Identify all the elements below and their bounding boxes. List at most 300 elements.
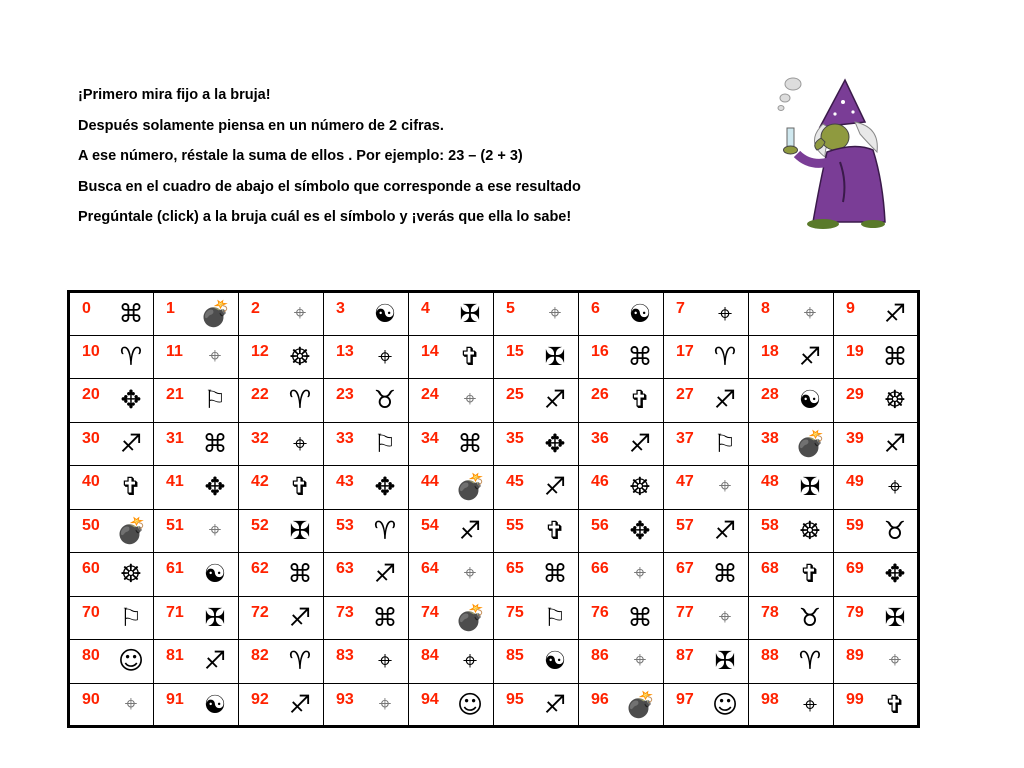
cell-number: 58 xyxy=(761,516,779,534)
grid-cell xyxy=(664,596,749,640)
grid-cell xyxy=(664,683,749,727)
cell-number: 60 xyxy=(82,560,100,577)
grid-cell xyxy=(409,640,494,684)
aries-icon: ♈ xyxy=(373,515,397,545)
instruction-line-4: Busca en el cuadro de abajo el símbolo que corresponde a ese resultado xyxy=(78,178,581,195)
grid-cell xyxy=(409,379,494,423)
star-icon: ✥ xyxy=(544,428,566,458)
grid-cell xyxy=(154,379,239,423)
grid-cell xyxy=(664,292,749,336)
command-icon: ⌘ xyxy=(202,428,228,458)
cell-number: 66 xyxy=(591,560,609,577)
cell-number: 76 xyxy=(591,603,609,621)
cell-number: 25 xyxy=(506,386,524,403)
cell-number: 61 xyxy=(166,560,184,577)
star-icon: ✥ xyxy=(629,515,651,545)
maltese-icon: ✠ xyxy=(799,472,821,501)
grid-cell xyxy=(494,422,579,466)
grid-cell xyxy=(749,422,834,466)
grid-cell xyxy=(409,683,494,727)
grid-cell xyxy=(494,466,579,510)
bomb-icon: 💣 xyxy=(455,472,487,501)
flag-icon: ⚐ xyxy=(119,602,143,632)
cell-number: 19 xyxy=(846,342,864,360)
taurus-icon: ♉ xyxy=(883,515,907,545)
cell-number: 21 xyxy=(166,386,184,403)
cell-number: 68 xyxy=(761,560,779,577)
cell-number: 15 xyxy=(506,342,524,360)
cell-number: 79 xyxy=(846,603,864,621)
cell-number: 2 xyxy=(251,300,260,317)
grid-cell xyxy=(664,553,749,597)
grid-cell xyxy=(409,422,494,466)
grid-cell xyxy=(154,292,239,336)
cell-number: 63 xyxy=(336,560,354,577)
grid-cell xyxy=(749,335,834,379)
cell-number: 51 xyxy=(166,516,184,534)
cell-number: 10 xyxy=(82,342,100,360)
grid-cell xyxy=(324,466,409,510)
wheel-icon: ☸ xyxy=(288,341,312,371)
sagittarius-icon: ♐ xyxy=(543,689,567,719)
cell-number: 96 xyxy=(591,690,609,708)
grid-cell xyxy=(749,509,834,553)
grid-cell xyxy=(409,292,494,336)
cell-number: 69 xyxy=(846,560,864,577)
cell-number: 3 xyxy=(336,300,345,317)
grid-cell xyxy=(239,422,324,466)
yinyang-icon: ☯ xyxy=(203,689,227,719)
grid-cell xyxy=(579,466,664,510)
grid-cell xyxy=(494,292,579,336)
cell-number: 6 xyxy=(591,300,600,317)
grid-cell xyxy=(664,640,749,684)
grid-cell xyxy=(834,640,919,684)
cross-icon: ✞ xyxy=(799,559,821,588)
wheel-icon: ☸ xyxy=(798,515,822,545)
star-icon: ✥ xyxy=(204,472,226,501)
sagittarius-icon: ♐ xyxy=(288,689,312,719)
bomb-icon: 💣 xyxy=(795,428,827,458)
grid-cell xyxy=(324,509,409,553)
cell-number: 70 xyxy=(82,603,100,621)
maltese-icon: ✠ xyxy=(544,341,566,371)
taurus-icon: ♉ xyxy=(373,385,397,414)
grid-cell xyxy=(494,640,579,684)
instruction-line-3: A ese número, réstale la suma de ellos . Por ejemplo: 23 – (2 + 3) xyxy=(78,148,523,164)
cell-number: 94 xyxy=(421,690,439,708)
aries-icon: ♈ xyxy=(713,341,737,371)
flag-icon: ⚐ xyxy=(203,385,227,414)
grid-cell xyxy=(834,596,919,640)
cell-number: 83 xyxy=(336,647,354,664)
grid-cell xyxy=(834,292,919,336)
grid-cell xyxy=(239,379,324,423)
grid-cell xyxy=(494,509,579,553)
grid-cell xyxy=(664,422,749,466)
sagittarius-icon: ♐ xyxy=(883,299,907,328)
grid-cell xyxy=(664,466,749,510)
grid-cell xyxy=(239,683,324,727)
cell-number: 22 xyxy=(251,386,269,403)
grid-cell xyxy=(494,596,579,640)
cell-number: 36 xyxy=(591,429,609,447)
cell-number: 35 xyxy=(506,429,524,447)
grid-cell xyxy=(324,553,409,597)
grid-cell xyxy=(324,292,409,336)
instruction-line-2: Después solamente piensa en un número de 2 cifras. xyxy=(78,117,444,134)
grid-cell xyxy=(239,292,324,336)
cell-number: 27 xyxy=(676,386,694,403)
grid-cell xyxy=(664,379,749,423)
cell-number: 24 xyxy=(421,386,439,403)
grid-cell xyxy=(579,596,664,640)
cell-number: 89 xyxy=(846,647,864,664)
grid-cell xyxy=(579,422,664,466)
cell-number: 5 xyxy=(506,300,515,317)
cell-number: 75 xyxy=(506,603,524,621)
position-icon: ⌖ xyxy=(208,343,222,369)
maltese-icon: ✠ xyxy=(459,299,481,328)
symbol-grid xyxy=(67,290,920,728)
grid-row xyxy=(69,379,919,423)
grid-cell xyxy=(749,596,834,640)
crosshair-icon: ⌖ xyxy=(802,689,818,719)
target-icon: ⌖ xyxy=(718,604,732,630)
cell-number: 44 xyxy=(421,473,439,490)
grid-cell xyxy=(579,379,664,423)
maltese-icon: ✠ xyxy=(204,602,226,632)
grid-cell xyxy=(69,596,154,640)
cell-number: 30 xyxy=(82,429,100,447)
target-icon: ⌖ xyxy=(124,691,138,717)
cell-number: 77 xyxy=(676,603,694,621)
grid-cell xyxy=(154,640,239,684)
cell-number: 84 xyxy=(421,647,439,664)
cell-number: 62 xyxy=(251,560,269,577)
sagittarius-icon: ♐ xyxy=(628,428,652,458)
cell-number: 98 xyxy=(761,690,779,708)
cross-icon: ✞ xyxy=(459,341,481,371)
cell-number: 54 xyxy=(421,516,439,534)
instruction-line-1: ¡Primero mira fijo a la bruja! xyxy=(78,87,271,103)
star-icon: ✥ xyxy=(884,559,906,588)
cell-number: 90 xyxy=(82,690,100,708)
cell-number: 59 xyxy=(846,516,864,534)
grid-cell xyxy=(69,683,154,727)
smiley-icon: ☺ xyxy=(711,689,739,719)
cell-number: 99 xyxy=(846,690,864,708)
grid-cell xyxy=(494,683,579,727)
cell-number: 29 xyxy=(846,386,864,403)
crosshair-icon: ⌖ xyxy=(377,646,393,675)
cross-icon: ✞ xyxy=(120,472,142,501)
grid-cell xyxy=(154,553,239,597)
grid-cell xyxy=(324,683,409,727)
cell-number: 17 xyxy=(676,342,694,360)
bomb-icon: 💣 xyxy=(625,689,657,719)
target-icon: ⌖ xyxy=(888,648,902,673)
grid-cell xyxy=(834,335,919,379)
cell-number: 67 xyxy=(676,560,694,577)
grid-cell xyxy=(749,466,834,510)
cell-number: 88 xyxy=(761,647,779,664)
command-icon: ⌘ xyxy=(372,602,398,632)
wheel-icon: ☸ xyxy=(628,472,652,501)
grid-cell xyxy=(664,509,749,553)
sagittarius-icon: ♐ xyxy=(713,385,737,414)
cell-number: 85 xyxy=(506,647,524,664)
maltese-icon: ✠ xyxy=(884,602,906,632)
cell-number: 73 xyxy=(336,603,354,621)
cell-number: 28 xyxy=(761,386,779,403)
cell-number: 39 xyxy=(846,429,864,447)
grid-cell xyxy=(834,422,919,466)
position-icon: ⌖ xyxy=(633,648,647,673)
grid-cell xyxy=(749,553,834,597)
cell-number: 12 xyxy=(251,342,269,360)
grid-cell xyxy=(579,509,664,553)
grid-cell xyxy=(579,335,664,379)
cross-icon: ✞ xyxy=(289,472,311,501)
star-icon: ✥ xyxy=(120,385,142,414)
grid-cell xyxy=(324,379,409,423)
cell-number: 92 xyxy=(251,690,269,708)
position-icon: ⌖ xyxy=(803,301,817,326)
sagittarius-icon: ♐ xyxy=(373,559,397,588)
cell-number: 86 xyxy=(591,647,609,664)
grid-cell xyxy=(69,553,154,597)
command-icon: ⌘ xyxy=(712,559,738,588)
sagittarius-icon: ♐ xyxy=(543,385,567,414)
cell-number: 4 xyxy=(421,300,430,317)
grid-cell xyxy=(494,379,579,423)
yinyang-icon: ☯ xyxy=(373,299,397,328)
crosshair-icon: ⌖ xyxy=(292,428,308,458)
grid-cell xyxy=(409,335,494,379)
bomb-icon: 💣 xyxy=(200,299,232,328)
cell-number: 18 xyxy=(761,342,779,360)
witch-icon[interactable] xyxy=(765,72,915,232)
grid-cell xyxy=(834,683,919,727)
crosshair-icon: ⌖ xyxy=(887,472,903,501)
flag-icon: ⚐ xyxy=(543,602,567,632)
cell-number: 23 xyxy=(336,386,354,403)
grid-cell xyxy=(154,683,239,727)
grid-cell xyxy=(69,466,154,510)
sagittarius-icon: ♐ xyxy=(798,341,822,371)
cell-number: 8 xyxy=(761,300,770,317)
cell-number: 45 xyxy=(506,473,524,490)
grid-cell xyxy=(239,553,324,597)
maltese-icon: ✠ xyxy=(714,646,736,675)
command-icon: ⌘ xyxy=(457,428,483,458)
cell-number: 78 xyxy=(761,603,779,621)
cell-number: 20 xyxy=(82,386,100,403)
grid-cell xyxy=(749,292,834,336)
cell-number: 53 xyxy=(336,516,354,534)
instruction-line-5: Pregúntale (click) a la bruja cuál es el símbolo y ¡verás que ella lo sabe! xyxy=(78,209,572,225)
cell-number: 82 xyxy=(251,647,269,664)
grid-cell xyxy=(834,379,919,423)
cell-number: 49 xyxy=(846,473,864,490)
aries-icon: ♈ xyxy=(798,646,822,675)
grid-cell xyxy=(239,640,324,684)
command-icon: ⌘ xyxy=(287,559,313,588)
cell-number: 41 xyxy=(166,473,184,490)
command-icon: ⌘ xyxy=(627,341,653,371)
bomb-icon: 💣 xyxy=(455,602,487,632)
position-icon: ⌖ xyxy=(633,561,647,586)
bomb-icon: 💣 xyxy=(116,515,148,545)
grid-cell xyxy=(239,509,324,553)
yinyang-icon: ☯ xyxy=(798,385,822,414)
cell-number: 34 xyxy=(421,429,439,447)
wheel-icon: ☸ xyxy=(119,559,143,588)
command-icon: ⌘ xyxy=(627,602,653,632)
grid-row xyxy=(69,509,919,553)
yinyang-icon: ☯ xyxy=(543,646,567,675)
taurus-icon: ♉ xyxy=(798,602,822,632)
grid-cell xyxy=(834,553,919,597)
cell-number: 1 xyxy=(166,300,175,317)
cell-number: 40 xyxy=(82,473,100,490)
command-icon: ⌘ xyxy=(882,341,908,371)
cell-number: 87 xyxy=(676,647,694,664)
grid-cell xyxy=(239,596,324,640)
cell-number: 37 xyxy=(676,429,694,447)
target-icon: ⌖ xyxy=(463,387,477,412)
cell-number: 91 xyxy=(166,690,184,708)
sagittarius-icon: ♐ xyxy=(119,428,143,458)
position-icon: ⌖ xyxy=(548,301,562,326)
cell-number: 33 xyxy=(336,429,354,447)
smiley-icon: ☺ xyxy=(456,689,484,719)
grid-cell xyxy=(409,553,494,597)
sagittarius-icon: ♐ xyxy=(713,515,737,545)
cell-number: 64 xyxy=(421,560,439,577)
grid-cell xyxy=(579,683,664,727)
cell-number: 50 xyxy=(82,516,100,534)
cross-icon: ✞ xyxy=(629,385,651,414)
cell-number: 14 xyxy=(421,342,439,360)
grid-cell xyxy=(69,640,154,684)
aries-icon: ♈ xyxy=(288,385,312,414)
position-icon: ⌖ xyxy=(378,691,392,717)
flag-icon: ⚐ xyxy=(373,428,397,458)
grid-cell xyxy=(834,466,919,510)
wheel-icon: ☸ xyxy=(883,385,907,414)
grid-cell xyxy=(324,640,409,684)
grid-cell xyxy=(69,335,154,379)
grid-cell xyxy=(324,596,409,640)
grid-cell xyxy=(409,509,494,553)
cell-number: 55 xyxy=(506,516,524,534)
cell-number: 57 xyxy=(676,516,694,534)
flag-icon: ⚐ xyxy=(713,428,737,458)
grid-cell xyxy=(69,509,154,553)
position-icon: ⌖ xyxy=(208,517,222,543)
cell-number: 0 xyxy=(82,300,91,317)
cross-icon: ✞ xyxy=(884,689,906,719)
cell-number: 72 xyxy=(251,603,269,621)
cell-number: 11 xyxy=(166,342,183,360)
grid-cell xyxy=(154,422,239,466)
grid-cell xyxy=(749,379,834,423)
grid-cell xyxy=(69,292,154,336)
grid-cell xyxy=(749,683,834,727)
sagittarius-icon: ♐ xyxy=(883,428,907,458)
grid-row xyxy=(69,335,919,379)
grid-cell xyxy=(409,596,494,640)
cell-number: 74 xyxy=(421,603,439,621)
sagittarius-icon: ♐ xyxy=(288,602,312,632)
cell-number: 43 xyxy=(336,473,354,490)
cell-number: 46 xyxy=(591,473,609,490)
cell-number: 65 xyxy=(506,560,524,577)
grid-cell xyxy=(324,422,409,466)
command-icon: ⌘ xyxy=(542,559,568,588)
grid-cell xyxy=(579,292,664,336)
cell-number: 93 xyxy=(336,690,354,708)
grid-row xyxy=(69,292,919,336)
target-icon: ⌖ xyxy=(463,561,477,586)
grid-row xyxy=(69,466,919,510)
grid-cell xyxy=(154,335,239,379)
cell-number: 71 xyxy=(166,603,184,621)
cell-number: 26 xyxy=(591,386,609,403)
grid-row xyxy=(69,596,919,640)
grid-cell xyxy=(239,335,324,379)
cell-number: 31 xyxy=(166,429,184,447)
cell-number: 56 xyxy=(591,516,609,534)
grid-cell xyxy=(579,640,664,684)
cell-number: 47 xyxy=(676,473,694,490)
smiley-icon: ☺ xyxy=(117,646,145,675)
grid-cell xyxy=(239,466,324,510)
crosshair-icon: ⌖ xyxy=(717,299,733,328)
aries-icon: ♈ xyxy=(119,341,143,371)
cell-number: 13 xyxy=(336,342,354,360)
grid-cell xyxy=(494,553,579,597)
grid-row xyxy=(69,683,919,727)
grid-cell xyxy=(324,335,409,379)
cell-number: 9 xyxy=(846,300,855,317)
maltese-icon: ✠ xyxy=(289,515,311,545)
grid-cell xyxy=(69,422,154,466)
aries-icon: ♈ xyxy=(288,646,312,675)
cell-number: 80 xyxy=(82,647,100,664)
cell-number: 42 xyxy=(251,473,269,490)
grid-cell xyxy=(834,509,919,553)
cell-number: 81 xyxy=(166,647,184,664)
star-icon: ✥ xyxy=(374,472,396,501)
cell-number: 16 xyxy=(591,342,609,360)
cell-number: 48 xyxy=(761,473,779,490)
cross-icon: ✞ xyxy=(544,515,566,545)
target-icon: ⌖ xyxy=(293,301,307,326)
sagittarius-icon: ♐ xyxy=(543,472,567,501)
sagittarius-icon: ♐ xyxy=(203,646,227,675)
grid-row xyxy=(69,640,919,684)
grid-row xyxy=(69,553,919,597)
yinyang-icon: ☯ xyxy=(628,299,652,328)
instructions xyxy=(78,80,718,233)
grid-cell xyxy=(154,466,239,510)
cell-number: 95 xyxy=(506,690,524,708)
yinyang-icon: ☯ xyxy=(203,559,227,588)
cell-number: 32 xyxy=(251,429,269,447)
